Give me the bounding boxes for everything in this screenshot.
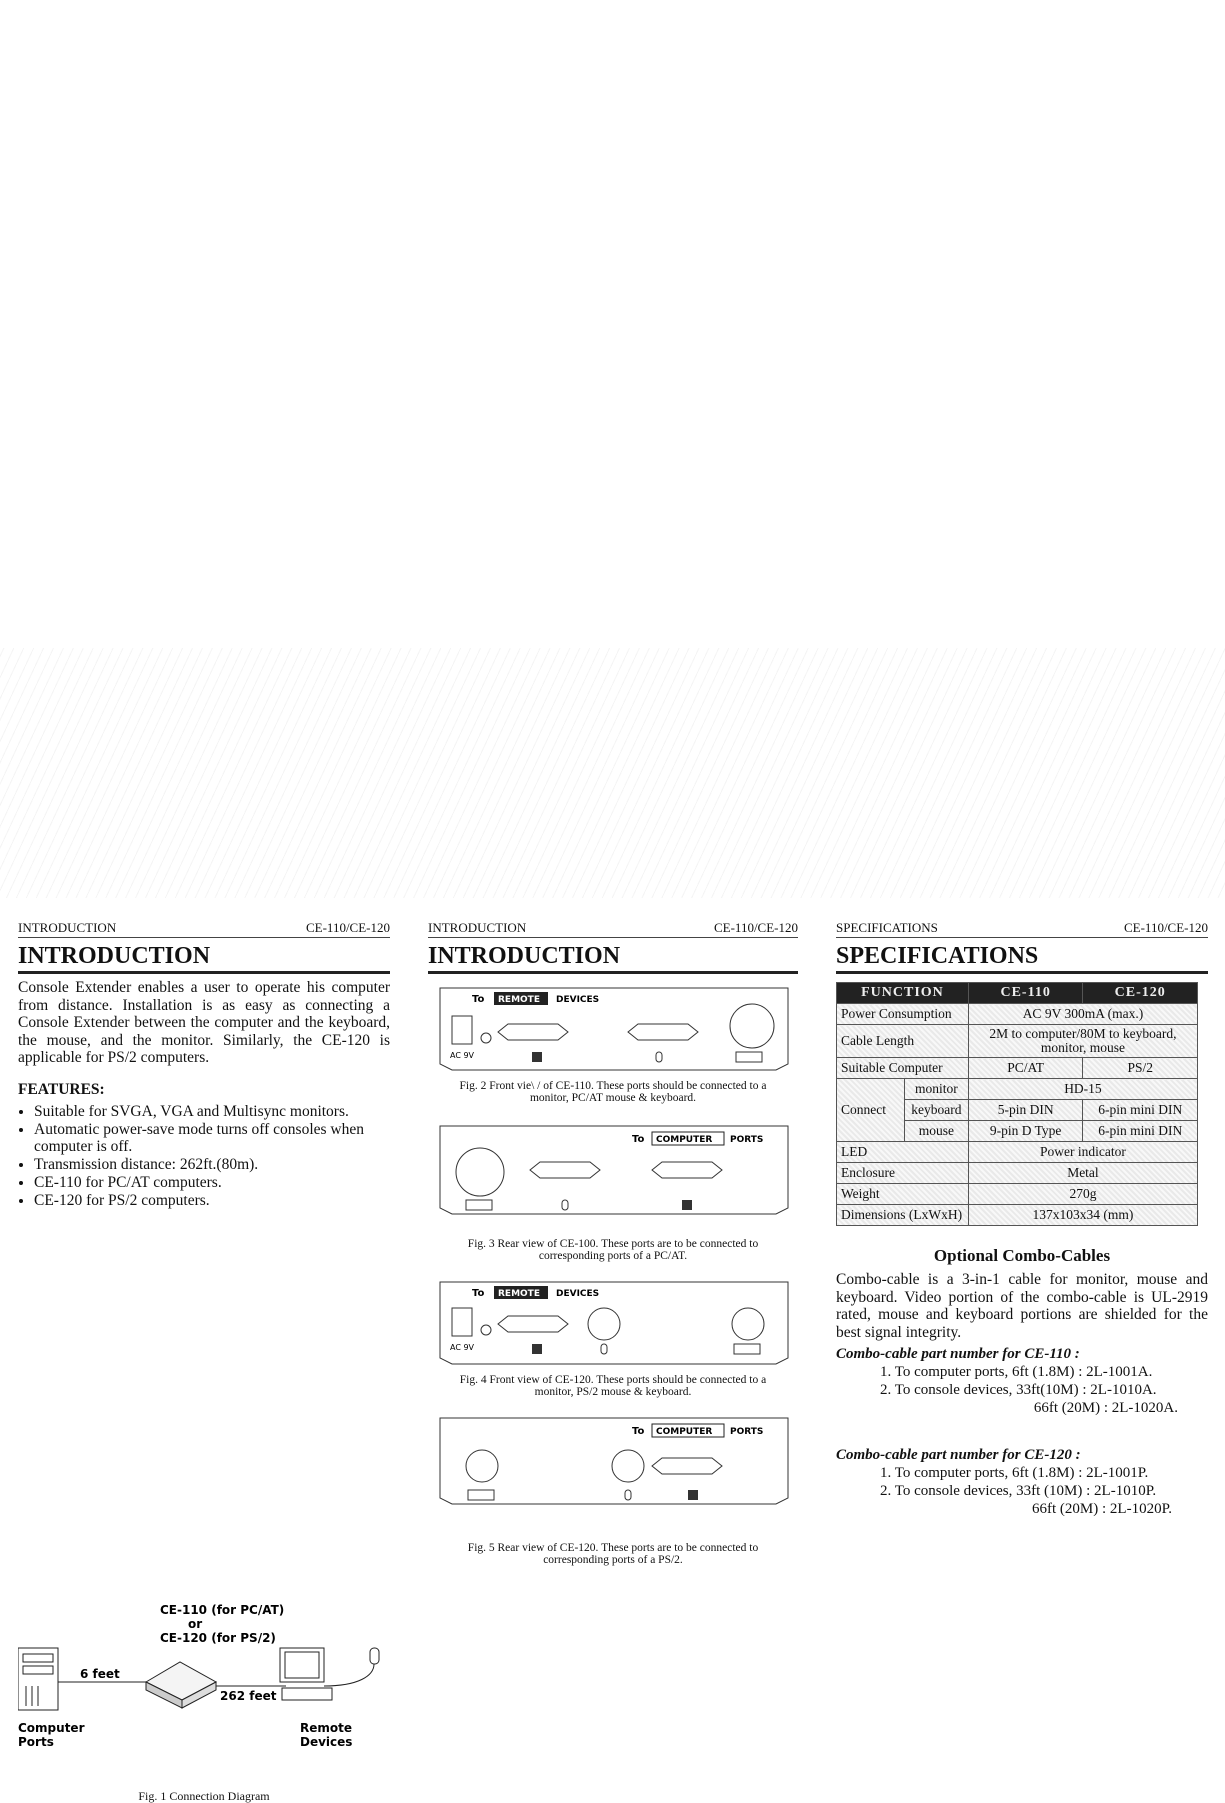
diagram-model2: CE-120 (for PS/2): [160, 1631, 276, 1645]
row-value: 2M to computer/80M to keyboard, monitor, mouse: [968, 1025, 1197, 1058]
vga-port: [498, 1024, 568, 1040]
pn-ce110-line2: 2. To console devices, 33ft(10M) : 2L-1010A.: [880, 1382, 1157, 1398]
fig2-caption-line1: Fig. 2 Front vie\ / of CE-110. These ports should be connected to a: [459, 1080, 767, 1092]
runhead-right: CE-110/CE-120: [305, 920, 390, 935]
combo-heading: Optional Combo-Cables: [933, 1246, 1111, 1265]
row-value: 6-pin mini DIN: [1083, 1121, 1198, 1142]
runhead-right: CE-110/CE-120: [713, 920, 798, 935]
fig4-caption: [428, 1374, 798, 1398]
rear-panel-ce120: [436, 1412, 792, 1510]
mini-din-keyboard-port: [732, 1308, 764, 1340]
led-indicator: [481, 1033, 491, 1043]
rear-panel-ce110: [436, 1120, 792, 1220]
row-label: Power Consumption: [837, 1004, 969, 1025]
header-function: FUNCTION: [837, 983, 969, 1004]
table-row: [837, 1163, 1198, 1184]
fig2-caption-line2: monitor, PC/AT mouse & keyboard.: [529, 1092, 697, 1104]
fig2-caption: [428, 1080, 798, 1104]
mini-din-keyboard-port: [466, 1450, 498, 1482]
mouse-icon: [601, 1344, 607, 1354]
fig4-caption-line1: Fig. 4 Front view of CE-120. These ports should be connected to a: [459, 1374, 767, 1386]
mouse-icon: [625, 1490, 631, 1500]
row-sublabel: mouse: [904, 1121, 968, 1142]
computer-word: COMPUTER: [656, 1135, 713, 1145]
db9-port: [530, 1162, 600, 1178]
row-value: 6-pin mini DIN: [1083, 1100, 1198, 1121]
row-value: 5-pin DIN: [968, 1100, 1083, 1121]
pn-ce110-line1: 1. To computer ports, 6ft (1.8M) : 2L-1001A.: [880, 1364, 1153, 1380]
fig5-caption-line1: Fig. 5 Rear view of CE-120. These ports are to be connected to: [467, 1542, 759, 1554]
din-port: [456, 1148, 504, 1196]
table-row: [837, 1142, 1198, 1163]
intro-column-middle: [428, 920, 798, 1566]
row-value: Metal: [968, 1163, 1197, 1184]
diagram-left-label-1: Computer: [18, 1721, 85, 1735]
led-indicator: [481, 1325, 491, 1335]
mini-din-mouse-port: [588, 1308, 620, 1340]
monitor-icon: [682, 1200, 692, 1210]
monitor-icon: [688, 1490, 698, 1500]
scan-noise: [0, 648, 1225, 898]
mouse-icon: [656, 1052, 662, 1062]
remote-word: REMOTE: [498, 1289, 540, 1299]
diagram-or: or: [188, 1617, 203, 1631]
vga-port: [498, 1316, 568, 1332]
db9-port: [628, 1024, 698, 1040]
runhead-right: CE-110/CE-120: [1123, 920, 1208, 935]
panel-to-label: To: [472, 994, 485, 1005]
pn-ce120-line2: 2. To console devices, 33ft (10M) : 2L-1010P.: [880, 1483, 1157, 1499]
row-label: Weight: [837, 1184, 969, 1205]
table-row: [837, 1004, 1198, 1025]
feature-item: • CE-110 for PC/AT computers.: [34, 1174, 390, 1191]
feature-item: • Suitable for SVGA, VGA and Multisync monitors.: [34, 1103, 390, 1120]
row-label: LED: [837, 1142, 969, 1163]
keyboard-icon: [734, 1344, 760, 1354]
runhead-left: SPECIFICATIONS: [836, 920, 938, 935]
power-jack: [452, 1016, 472, 1044]
page-heading: INTRODUCTION: [428, 942, 798, 974]
mini-din-mouse-port: [612, 1450, 644, 1482]
fig5-caption-line2: corresponding ports of a PS/2.: [543, 1554, 683, 1566]
ac-label: AC 9V: [450, 1343, 475, 1352]
table-row: [837, 1079, 1198, 1100]
keyboard-icon: [736, 1052, 762, 1062]
header-ce120: CE-120: [1083, 983, 1198, 1004]
features-title: FEATURES:: [18, 1080, 105, 1098]
devices-word: DEVICES: [556, 1289, 600, 1299]
row-value: PC/AT: [968, 1058, 1083, 1079]
monitor-icon: [532, 1344, 542, 1354]
monitor-icon: [280, 1648, 332, 1700]
row-value: Power indicator: [968, 1142, 1197, 1163]
pn-ce120-title: Combo-cable part number for CE-120 :: [836, 1447, 1081, 1463]
features-list: [18, 1103, 390, 1209]
panel-to-label: To: [632, 1134, 645, 1145]
header-ce110: CE-110: [968, 983, 1083, 1004]
fig5-caption: [428, 1542, 798, 1566]
keyboard-icon: [468, 1490, 494, 1500]
pn-ce120-line1: 1. To computer ports, 6ft (1.8M) : 2L-1001P.: [880, 1465, 1149, 1481]
row-value: PS/2: [1083, 1058, 1198, 1079]
page-heading: SPECIFICATIONS: [836, 942, 1208, 974]
feature-item: • Transmission distance: 262ft.(80m).: [34, 1156, 390, 1173]
table-header-row: [837, 983, 1198, 1004]
row-value: 137x103x34 (mm): [968, 1205, 1197, 1226]
row-value: AC 9V 300mA (max.): [968, 1004, 1197, 1025]
row-label: Suitable Computer: [837, 1058, 969, 1079]
pn-ce120-line3: 66ft (20M) : 2L-1020P.: [1032, 1501, 1172, 1517]
ports-word: PORTS: [730, 1135, 764, 1145]
fig3-caption-line2: corresponding ports of a PC/AT.: [538, 1250, 688, 1262]
extender-box-icon: [146, 1662, 216, 1708]
computer-word: COMPUTER: [656, 1427, 713, 1437]
table-row: [837, 1184, 1198, 1205]
fig3-caption: [428, 1238, 798, 1262]
running-header: [428, 920, 798, 938]
table-row: [837, 1058, 1198, 1079]
row-sublabel: monitor: [904, 1079, 968, 1100]
intro-column-left: [18, 920, 390, 1803]
row-label: Enclosure: [837, 1163, 969, 1184]
page-heading: INTRODUCTION: [18, 942, 390, 974]
diagram-right-label-2: Devices: [300, 1735, 353, 1749]
row-label: Cable Length: [837, 1025, 969, 1058]
runhead-left: INTRODUCTION: [428, 920, 527, 935]
row-label: Dimensions (LxWxH): [837, 1205, 969, 1226]
front-panel-ce120: [436, 1276, 792, 1366]
mouse-icon: [562, 1200, 568, 1210]
diagram-model1: CE-110 (for PC/AT): [160, 1603, 285, 1617]
running-header: [18, 920, 390, 938]
fig1-caption: Fig. 1 Connection Diagram: [138, 1789, 270, 1803]
runhead-left: INTRODUCTION: [18, 920, 117, 935]
vga-port: [652, 1458, 722, 1474]
specs-column: [836, 920, 1208, 1518]
power-jack: [452, 1308, 472, 1336]
computer-tower-icon: [18, 1648, 58, 1710]
diagram-right-label-1: Remote: [300, 1721, 353, 1735]
feature-item: • CE-120 for PS/2 computers.: [34, 1192, 390, 1209]
table-row: [837, 1205, 1198, 1226]
diagram-left-label-2: Ports: [18, 1735, 54, 1749]
panel-to-label: To: [632, 1426, 645, 1437]
row-value: HD-15: [968, 1079, 1197, 1100]
specifications-table: [836, 982, 1198, 1226]
diagram-long-length: 262 feet: [220, 1689, 277, 1703]
vga-port: [652, 1162, 722, 1178]
monitor-icon: [532, 1052, 542, 1062]
pn-ce110-title: Combo-cable part number for CE-110 :: [836, 1346, 1080, 1362]
keyboard-icon: [466, 1200, 492, 1210]
row-value: 270g: [968, 1184, 1197, 1205]
row-sublabel: keyboard: [904, 1100, 968, 1121]
connection-diagram: [18, 1600, 390, 1760]
combo-paragraph: Combo-cable is a 3-in-1 cable for monitor, mouse and keyboard. Video portion of the combo-cable is UL-2919 rated, mouse and keyboard portions are shielded for the best signal integrity.: [836, 1271, 1208, 1341]
running-header: [836, 920, 1208, 938]
diagram-short-length: 6 feet: [80, 1667, 120, 1681]
front-panel-ce110: [436, 982, 792, 1072]
pn-ce110-line3: 66ft (20M) : 2L-1020A.: [1033, 1400, 1178, 1416]
mouse-icon: [324, 1648, 379, 1686]
ac-label: AC 9V: [450, 1051, 475, 1060]
fig4-caption-line2: monitor, PS/2 mouse & keyboard.: [534, 1386, 692, 1398]
intro-paragraph: Console Extender enables a user to operate his computer from distance. Installation is as easy as connecting a Console Extender between the computer and the keyboard, the mouse, and the monitor. Similarly, the CE-120 is applicable for PS/2 computers.: [18, 979, 390, 1066]
ports-word: PORTS: [730, 1427, 764, 1437]
panel-to-label: To: [472, 1288, 485, 1299]
row-value: 9-pin D Type: [968, 1121, 1083, 1142]
fig3-caption-line1: Fig. 3 Rear view of CE-100. These ports are to be connected to: [467, 1238, 759, 1250]
row-label: Connect: [837, 1079, 905, 1142]
table-row: [837, 1025, 1198, 1058]
devices-word: DEVICES: [556, 995, 600, 1005]
din-port: [730, 1004, 774, 1048]
remote-word: REMOTE: [498, 995, 540, 1005]
feature-item: • Automatic power-save mode turns off consoles when computer is off.: [34, 1121, 390, 1155]
